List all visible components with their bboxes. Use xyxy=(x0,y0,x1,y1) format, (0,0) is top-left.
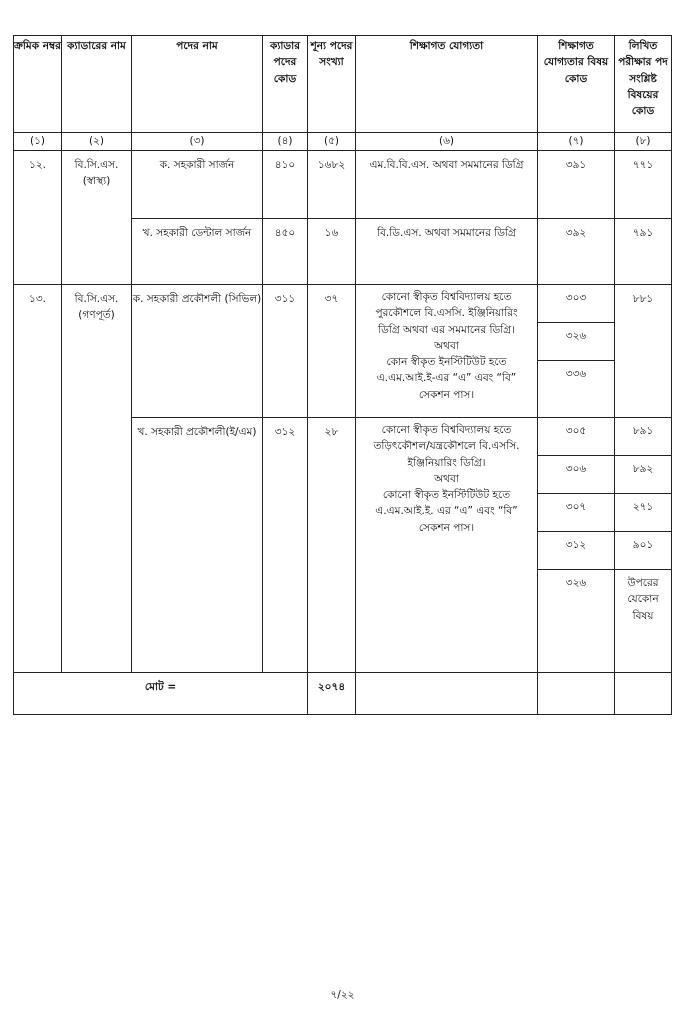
subject-code: ৩০৬ xyxy=(538,456,614,494)
subject-code: ৩২৬ xyxy=(565,577,587,589)
exam-code: ২৭১ xyxy=(615,494,671,532)
header-serial: ক্রমিক নম্বর xyxy=(14,36,62,133)
subject-code-cell: ৩৯১ xyxy=(538,151,615,219)
cadre-cell: বি.সি.এস. (স্বাস্থ্য) xyxy=(62,151,132,285)
empty-cell xyxy=(615,673,672,715)
column-number: (৩) xyxy=(132,133,263,151)
subject-code-cell xyxy=(538,285,615,418)
header-cadre: ক্যাডারের নাম xyxy=(62,36,132,133)
subject-code: ৩০৩ xyxy=(538,285,614,323)
serial-cell: ১৩. xyxy=(14,285,62,673)
header-row xyxy=(14,36,672,133)
header-vacancies: শূন্য পদের সংখ্যা xyxy=(308,36,356,133)
qualification-line: কোনো স্বীকৃত বিশ্ববিদ্যালয় হতে xyxy=(381,291,512,303)
post-code-cell: ৩১১ xyxy=(263,285,308,418)
qualification-line: অথবা xyxy=(434,472,459,485)
qualification-line: এ.এম.আই.ই-এর “এ” এবং “বি” xyxy=(376,372,517,385)
exam-code: ৯০১ xyxy=(615,532,671,570)
post-code-cell: ৩১২ xyxy=(263,418,308,673)
page-number: ৭/২২ xyxy=(330,989,355,1001)
qualification-line: কোনো স্বীকৃত বিশ্ববিদ্যালয় হতে xyxy=(381,424,512,436)
header-post-code: ক্যাডার পদের কোড xyxy=(263,36,308,133)
column-number: (৫) xyxy=(308,133,356,151)
total-value: ২০৭৪ xyxy=(308,673,356,715)
empty-cell xyxy=(538,673,615,715)
post-code-cell: ৪৫০ xyxy=(263,219,308,285)
empty-cell xyxy=(356,673,538,715)
exam-code-cell: ৮৮১ xyxy=(615,285,672,418)
post-name-cell: ক. সহকারী প্রকৌশলী (সিভিল) xyxy=(132,285,263,418)
post-name-cell: ক. সহকারী সার্জন xyxy=(132,151,263,219)
header-post-name: পদের নাম xyxy=(132,36,263,133)
post-code-cell: ৪১০ xyxy=(263,151,308,219)
header-exam-code: লিখিত পরীক্ষার পদ সংশ্লিষ্ট বিষয়ের কোড xyxy=(615,36,672,133)
vacancy-cell: ২৮ xyxy=(308,418,356,673)
qualification-line: ডিগ্রি অথবা এর সমমানের ডিগ্রি। xyxy=(378,323,515,336)
column-number: (৭) xyxy=(538,133,615,151)
qualification-line: সেকশন পাস। xyxy=(418,388,475,401)
qualification-line: কোনো স্বীকৃত ইনস্টিটিউট হতে xyxy=(382,489,511,502)
vacancy-cell: ১৬ xyxy=(308,219,356,285)
qualification-line: অথবা xyxy=(434,339,459,352)
post-name-cell: খ. সহকারী প্রকৌশলী(ই/এম) xyxy=(132,418,263,673)
table-row xyxy=(14,151,672,219)
header-subject-code: শিক্ষাগত যোগ্যতার বিষয় কোড xyxy=(538,36,615,133)
qualification-line: তড়িৎকৌশল/যন্ত্রকৌশলে বি.এসসি. xyxy=(373,440,520,453)
subject-code: ৩১২ xyxy=(538,532,614,570)
qualification-line: কোন স্বীকৃত ইনস্টিটিউট হতে xyxy=(386,356,507,369)
exam-code-cell: ৭৯১ xyxy=(615,219,672,285)
qualification-cell: বি.ডি.এস. অথবা সমমানের ডিগ্রি xyxy=(356,219,538,285)
total-label: মোট = xyxy=(14,673,308,715)
exam-code: ৮৯১ xyxy=(615,418,671,456)
qualification-line: পুরকৌশলে বি.এসসি. ইঞ্জিনিয়ারিং xyxy=(375,307,518,320)
column-number: (৮) xyxy=(615,133,672,151)
post-name-cell: খ. সহকারী ডেন্টাল সার্জন xyxy=(132,219,263,285)
cadre-cell: বি.সি.এস. (গণপূর্ত) xyxy=(62,285,132,673)
qualification-line: সেকশন পাস। xyxy=(418,521,475,534)
subject-code: ৩০৭ xyxy=(538,494,614,532)
qualification-line: এ.এম.আই.ই. এর “এ” এবং “বি” xyxy=(375,505,518,518)
serial-cell: ১২. xyxy=(14,151,62,285)
column-number: (১) xyxy=(14,133,62,151)
table-row xyxy=(14,285,672,418)
vacancy-cell: ৩৭ xyxy=(308,285,356,418)
subject-code-cell xyxy=(538,418,615,673)
subject-code: ৩৩৬ xyxy=(565,368,587,380)
vacancy-cell: ১৬৮২ xyxy=(308,151,356,219)
column-number: (৪) xyxy=(263,133,308,151)
subject-code-cell: ৩৯২ xyxy=(538,219,615,285)
qualification-cell: এম.বি.বি.এস. অথবা সমমানের ডিগ্রি xyxy=(356,151,538,219)
total-row xyxy=(14,673,672,715)
column-number-row xyxy=(14,133,672,151)
column-number: (৬) xyxy=(356,133,538,151)
cadre-vacancy-table xyxy=(13,35,672,715)
qualification-cell xyxy=(356,418,538,673)
exam-code: উপরের যেকোন বিষয় xyxy=(627,577,659,622)
subject-code: ৩২৬ xyxy=(538,323,614,361)
subject-code: ৩০৫ xyxy=(538,418,614,456)
exam-code: ৮৯২ xyxy=(615,456,671,494)
exam-code-cell xyxy=(615,418,672,673)
column-number: (২) xyxy=(62,133,132,151)
exam-code-cell: ৭৭১ xyxy=(615,151,672,219)
qualification-line: ইঞ্জিনিয়ারিং ডিগ্রি। xyxy=(407,456,486,469)
qualification-cell xyxy=(356,285,538,418)
header-qualification: শিক্ষাগত যোগ্যতা xyxy=(356,36,538,133)
